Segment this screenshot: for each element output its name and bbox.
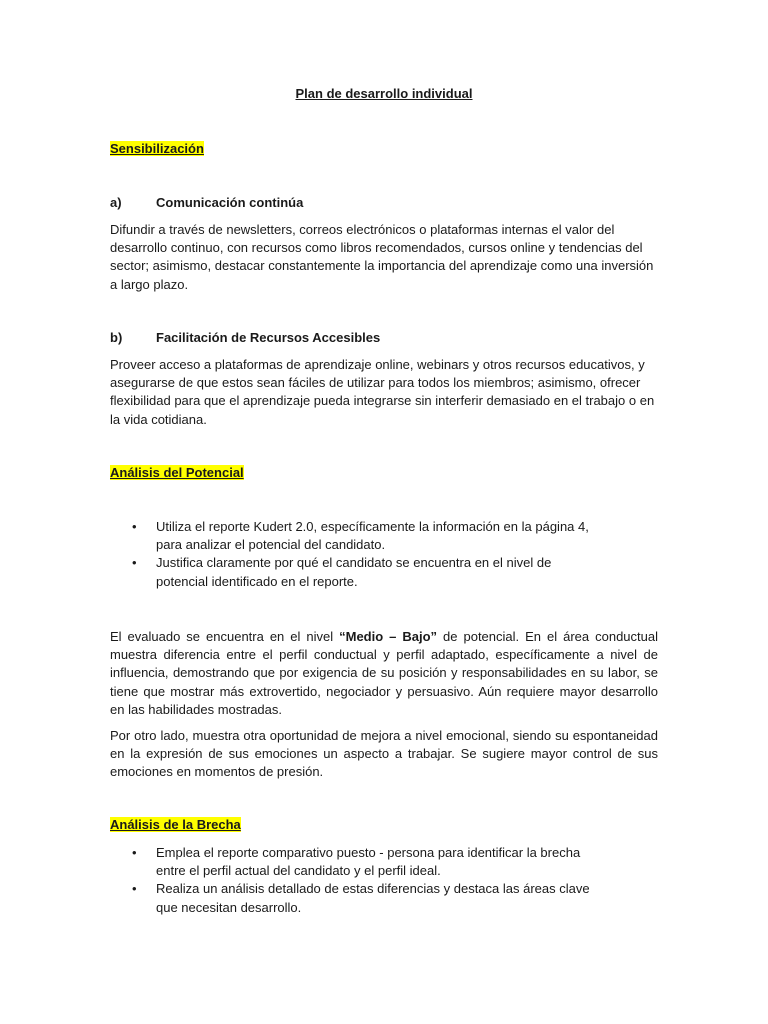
section-heading-brecha [110, 816, 241, 834]
section-heading-text: Análisis de la Brecha [110, 817, 241, 832]
list-item-text: Utiliza el reporte Kudert 2.0, específicamente la información en la página 4, para analizar el potencial del candidato. [156, 519, 589, 553]
bullet-list-brecha [110, 844, 658, 917]
list-item [110, 518, 606, 554]
bullet-icon: • [132, 881, 137, 897]
bullet-icon: • [132, 519, 137, 534]
section-heading-potencial [110, 464, 244, 482]
list-item [110, 554, 606, 590]
subheading-letter: a) [110, 195, 122, 210]
bullet-icon: • [132, 555, 137, 571]
bullet-icon: • [132, 845, 137, 860]
paragraph-emocional: Por otro lado, muestra otra oportunidad de mejora a nivel emocional, siendo su espontaneidad en la expresión de sus emociones un aspecto a trabajar. Se sugiere mayor control de sus emociones en momentos de presión. [110, 728, 658, 780]
level-emphasis: “Medio – Bajo” [339, 629, 438, 644]
list-item-text: Emplea el reporte comparativo puesto - persona para identificar la brecha entre el perfil actual del candidato y el perfil ideal. [156, 845, 581, 879]
document-title: Plan de desarrollo individual [295, 86, 473, 101]
section-heading-sensibilizacion [110, 140, 204, 158]
subheading-text: Facilitación de Recursos Accesibles [156, 330, 381, 345]
paragraph-recursos: Proveer acceso a plataformas de aprendizaje online, webinars y otros recursos educativos, y asegurarse de que estos sean fáciles de utilizar para todos los miembros; asimismo, ofrecer flexibilidad para que el aprendizaje pueda integrarse sin interferir demasiado en el trabajo o en la vida cotidiana. [110, 357, 655, 427]
subheading-comunicacion [110, 194, 303, 212]
bullet-list-potencial [110, 518, 658, 591]
paragraph-text: El evaluado se encuentra en el nivel [110, 629, 340, 644]
subheading-recursos [110, 329, 380, 347]
subheading-letter: b) [110, 330, 123, 345]
list-item-text: Justifica claramente por qué el candidato se encuentra en el nivel de potencial identificado en el reporte. [156, 555, 552, 589]
list-item [110, 844, 606, 880]
list-item [110, 880, 606, 916]
list-item-text: Realiza un análisis detallado de estas diferencias y destaca las áreas clave que necesitan desarrollo. [156, 881, 590, 915]
section-heading-text: Sensibilización [110, 141, 204, 156]
paragraph-comunicacion: Difundir a través de newsletters, correos electrónicos o plataformas internas el valor del desarrollo continuo, con recursos como libros recomendados, cursos online y tendencias del sector; asimismo, destacar constantemente la importancia del aprendizaje como una inversión a largo plazo. [110, 222, 654, 292]
subheading-text: Comunicación continúa [156, 195, 304, 210]
section-heading-text: Análisis del Potencial [110, 465, 244, 480]
paragraph-text: de potencial. En el área conductual muestra diferencia entre el perfil conductual y perfil adaptado, específicamente a nivel de influencia, demostrando que por exigencia de su posición y responsabilidades en su labor, se tiene que mostrar más extrovertido, negociador y persuasivo. Aún requiere mayor desarrollo en las habilidades mostradas. [110, 629, 658, 717]
paragraph-nivel-potencial [110, 628, 658, 719]
